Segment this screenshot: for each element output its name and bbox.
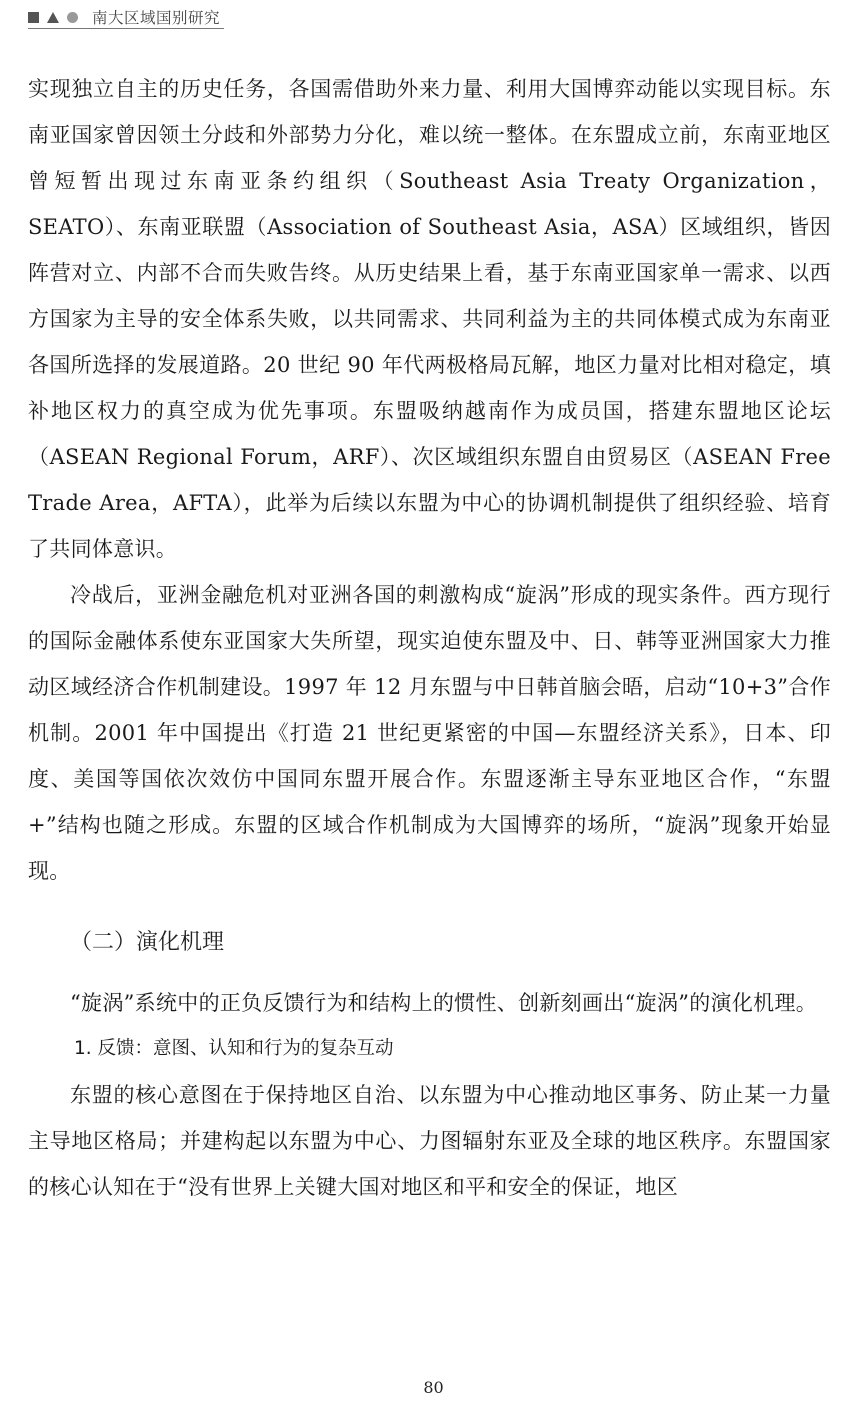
triangle-icon bbox=[47, 12, 59, 23]
page-number: 80 bbox=[423, 1378, 444, 1397]
article-body bbox=[28, 66, 831, 1210]
paragraph-mechanism-intro: “旋涡”系统中的正负反馈行为和结构上的惯性、创新刻画出“旋涡”的演化机理。 bbox=[70, 991, 818, 1015]
paragraph-continuation: 实现独立自主的历史任务，各国需借助外来力量、利用大国博弈动能以实现目标。东南亚国家曾因领土分歧和外部势力分化，难以统一整体。在东盟成立前，东南亚地区曾短暂出现过东南亚条约组织（Southeast Asia Treaty Organization，SEATO）、东南亚联盟（Association of Southeast Asia，ASA）区域组织，皆因阵营对立、内部不合而失败告终。从历史结果上看，基于东南亚国家单一需求、以西方国家为主导的安全体系失败，以共同需求、共同利益为主的共同体模式成为东南亚各国所选择的发展道路。20 世纪 90 年代两极格局瓦解，地区力量对比相对稳定，填补地区权力的真空成为优先事项。东盟吸纳越南作为成员国，搭建东盟地区论坛（ASEAN Regional Forum，ARF）、次区域组织东盟自由贸易区（ASEAN Free Trade Area，AFTA），此举为后续以东盟为中心的协调机制提供了组织经验、培育了共同体意识。 bbox=[28, 77, 831, 561]
paragraph-feedback: 东盟的核心意图在于保持地区自治、以东盟为中心推动地区事务、防止某一力量主导地区格局；并建构起以东盟为中心、力图辐射东亚及全球的地区秩序。东盟国家的核心认知在于“没有世界上关键大国对地区和平和安全的保证，地区 bbox=[28, 1083, 831, 1199]
running-header bbox=[28, 6, 224, 29]
section-heading: （二）演化机理 bbox=[70, 930, 225, 955]
paragraph-cold-war: 冷战后，亚洲金融危机对亚洲各国的刺激构成“旋涡”形成的现实条件。西方现行的国际金融体系使东亚国家大失所望，现实迫使东盟及中、日、韩等亚洲国家大力推动区域经济合作机制建设。1997 年 12 月东盟与中日韩首脑会晤，启动“10+3”合作机制。2001 年中国提出《打造 21 世纪更紧密的中国—东盟经济关系》，日本、印度、美国等国依次效仿中国同东盟开展合作。东盟逐渐主导东亚地区合作，“东盟 +”结构也随之形成。东盟的区域合作机制成为大国博弈的场所，“旋涡”现象开始显现。 bbox=[28, 583, 831, 883]
journal-title: 南大区域国别研究 bbox=[92, 9, 221, 27]
subsection-heading: 1. 反馈：意图、认知和行为的复杂互动 bbox=[74, 1038, 394, 1059]
circle-icon bbox=[67, 12, 78, 23]
square-icon bbox=[28, 12, 39, 23]
